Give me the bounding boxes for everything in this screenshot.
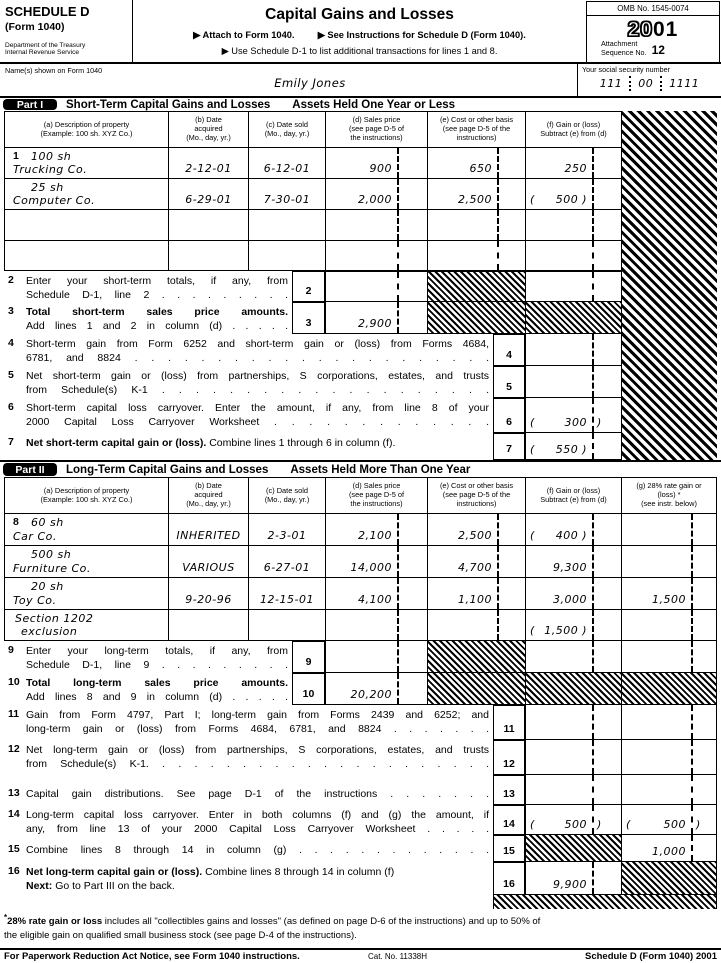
line-4 bbox=[0, 334, 721, 366]
description-cell[interactable] bbox=[4, 241, 168, 271]
cost-basis-cell[interactable]: 2,500 bbox=[427, 179, 525, 210]
gain-loss-cell[interactable] bbox=[525, 210, 621, 241]
sales-price-cell[interactable]: 2,100 bbox=[325, 514, 427, 546]
line-number: 5 bbox=[8, 369, 14, 381]
table-row bbox=[0, 210, 721, 241]
col-d-header: (d) Sales price (see page D-5 of the instructions) bbox=[325, 477, 427, 514]
line-14-box: 14 bbox=[493, 805, 525, 835]
line-10-amount-d[interactable]: 20,200 bbox=[325, 673, 427, 705]
line-number: 7 bbox=[8, 436, 14, 448]
sales-price-cell[interactable]: 2,000 bbox=[325, 179, 427, 210]
line-number: 14 bbox=[8, 808, 20, 820]
line-number: 15 bbox=[8, 843, 20, 855]
line-number: 10 bbox=[8, 676, 20, 688]
attach-note: ▶ Attach to Form 1040. bbox=[193, 30, 295, 40]
line-9-box: 9 bbox=[292, 641, 325, 673]
line-15-amount-g[interactable]: 1,000 bbox=[621, 835, 717, 862]
gain-loss-cell[interactable]: 9,300 bbox=[525, 546, 621, 578]
form-title-block bbox=[132, 0, 586, 63]
line-14-text: Long-term capital loss carryover. Enter in both columns (f) and (g) the amount, if any, from line 13 of your 2000 Capital Loss Carryover Worksheet . . . . . bbox=[26, 809, 489, 836]
service-label: Internal Revenue Service bbox=[5, 49, 80, 56]
line-number: 1 bbox=[13, 150, 19, 162]
date-acquired-cell[interactable]: INHERITED bbox=[168, 514, 248, 546]
line-4-amount-f[interactable] bbox=[525, 334, 621, 366]
line-16-text: Net long-term capital gain or (loss). Combine lines 8 through 14 in column (f) Next: Go to Part III on the back. bbox=[26, 866, 395, 893]
line-number: 8 bbox=[13, 516, 19, 528]
line-5 bbox=[0, 366, 721, 398]
rate-gain-cell[interactable]: 1,500 bbox=[621, 578, 717, 610]
line-9-amount-d[interactable] bbox=[325, 641, 427, 673]
line-13-box: 13 bbox=[493, 775, 525, 805]
shaded-cell bbox=[427, 302, 525, 334]
line-13-amount-f[interactable] bbox=[525, 775, 621, 805]
line-2-amount-f[interactable] bbox=[525, 271, 621, 302]
cost-basis-cell[interactable]: 4,700 bbox=[427, 546, 525, 578]
rate-gain-cell[interactable] bbox=[621, 610, 717, 641]
line-12-amount-g[interactable] bbox=[621, 740, 717, 775]
attachment-label: Attachment bbox=[601, 39, 638, 48]
date-acquired-cell[interactable] bbox=[168, 610, 248, 641]
line-10 bbox=[0, 673, 721, 705]
cost-basis-cell[interactable] bbox=[427, 241, 525, 271]
shaded-cell bbox=[621, 673, 717, 705]
ssn-label: Your social security number bbox=[582, 65, 671, 74]
date-acquired-cell[interactable]: 9-20-96 bbox=[168, 578, 248, 610]
line-4-box: 4 bbox=[493, 334, 525, 366]
table-row bbox=[0, 546, 721, 578]
line-12-text: Net long-term gain or (loss) from partnerships, S corporations, estates, and trusts from Schedule(s) K-1. . . . . . . . . . . . . . . . . . . . . . bbox=[26, 744, 489, 771]
part2-heading: Long-Term Capital Gains and Losses Assets Held More Than One Year bbox=[66, 464, 471, 476]
line-11-box: 11 bbox=[493, 705, 525, 740]
col-d-header: (d) Sales price (see page D-5 of the instructions) bbox=[325, 111, 427, 148]
table-row bbox=[0, 179, 721, 210]
line-7 bbox=[0, 433, 721, 460]
line-4-text: Short-term gain from Form 6252 and short-term gain or (loss) from Forms 4684, 6781, and 8824 . . . . . . . . . . . . . . . . . . . . . . bbox=[26, 338, 489, 365]
rate-gain-cell[interactable] bbox=[621, 514, 717, 546]
line-10-text: Total long-term sales price amounts. Add lines 8 and 9 in column (d) . . . . . bbox=[26, 677, 288, 704]
ssn-field-2[interactable]: 00 bbox=[638, 77, 654, 90]
date-sold-cell[interactable]: 7-30-01 bbox=[248, 179, 325, 210]
ssn-field-3[interactable]: 1111 bbox=[669, 77, 700, 90]
shaded-cell bbox=[427, 641, 525, 673]
line-13-text: Capital gain distributions. See page D-1 of the instructions . . . . . . . bbox=[26, 788, 489, 800]
line-12 bbox=[0, 740, 721, 775]
shaded-cell bbox=[525, 835, 621, 862]
line-6-text: Short-term capital loss carryover. Enter the amount, if any, from line 8 of your 2000 Capital Loss Carryover Worksheet . . . . . . . . . . . . . bbox=[26, 402, 489, 429]
line-11 bbox=[0, 705, 721, 740]
line-3-text: Total short-term sales price amounts. Add lines 1 and 2 in column (d) . . . . . bbox=[26, 306, 288, 333]
description-cell[interactable]: 25 sh Computer Co. bbox=[4, 179, 168, 210]
tax-year: 2001 bbox=[627, 18, 679, 41]
line-14 bbox=[0, 805, 721, 835]
rate-gain-cell[interactable] bbox=[621, 546, 717, 578]
shaded-bottom-bar bbox=[493, 895, 717, 909]
omb-number: OMB No. 1545-0074 bbox=[587, 2, 719, 16]
schedule-label: SCHEDULE D bbox=[5, 4, 90, 19]
footnote bbox=[4, 912, 717, 944]
date-sold-cell[interactable]: 6-27-01 bbox=[248, 546, 325, 578]
gain-loss-cell[interactable]: ( 400 ) bbox=[525, 514, 621, 546]
description-cell[interactable]: 1 100 sh Trucking Co. bbox=[4, 148, 168, 179]
line-6 bbox=[0, 398, 721, 433]
description-cell[interactable]: 20 sh Toy Co. bbox=[4, 578, 168, 610]
line-16-box: 16 bbox=[493, 862, 525, 895]
sequence-label: Sequence No. bbox=[601, 48, 647, 57]
line-7-box: 7 bbox=[493, 433, 525, 460]
col-c-header: (c) Date sold (Mo., day, yr.) bbox=[248, 477, 325, 514]
date-sold-cell[interactable] bbox=[248, 241, 325, 271]
page-title: Capital Gains and Losses bbox=[265, 6, 454, 23]
col-e-header: (e) Cost or other basis (see page D-5 of the instructions) bbox=[427, 477, 525, 514]
name-row bbox=[0, 63, 721, 96]
ssn-box bbox=[577, 63, 721, 96]
col-f-header: (f) Gain or (loss) Subtract (e) from (d) bbox=[525, 477, 621, 514]
line-11-amount-f[interactable] bbox=[525, 705, 621, 740]
line-number: 3 bbox=[8, 305, 14, 317]
line-15-box: 15 bbox=[493, 835, 525, 862]
part1-table-header bbox=[0, 111, 721, 148]
line-15 bbox=[0, 835, 721, 862]
date-sold-cell[interactable] bbox=[248, 210, 325, 241]
col-b-header: (b) Date acquired (Mo., day, yr.) bbox=[168, 477, 248, 514]
name-label: Name(s) shown on Form 1040 bbox=[5, 66, 103, 75]
cost-basis-cell[interactable]: 650 bbox=[427, 148, 525, 179]
col-e-header: (e) Cost or other basis (see page D-5 of the instructions) bbox=[427, 111, 525, 148]
line-number: 12 bbox=[8, 743, 20, 755]
shaded-cell bbox=[525, 302, 621, 334]
description-cell[interactable]: 500 sh Furniture Co. bbox=[4, 546, 168, 578]
line-9-amount-f[interactable] bbox=[525, 641, 621, 673]
line-3-box: 3 bbox=[292, 302, 325, 334]
date-acquired-cell[interactable] bbox=[168, 241, 248, 271]
line-2-amount-d[interactable] bbox=[325, 271, 427, 302]
date-sold-cell[interactable]: 2-3-01 bbox=[248, 514, 325, 546]
col-g-header: (g) 28% rate gain or (loss) * (see instr. below) bbox=[621, 477, 717, 514]
footnote-star: * bbox=[4, 913, 8, 922]
date-acquired-cell[interactable]: VARIOUS bbox=[168, 546, 248, 578]
line-number: 2 bbox=[8, 274, 14, 286]
shaded-cell bbox=[525, 673, 621, 705]
table-row bbox=[0, 610, 721, 641]
sales-price-cell[interactable]: 14,000 bbox=[325, 546, 427, 578]
line-number: 13 bbox=[8, 787, 20, 799]
ssn-separator bbox=[660, 76, 662, 91]
line-14-amount-f[interactable]: ( 500 ) bbox=[525, 805, 621, 835]
line-9-amount-g[interactable] bbox=[621, 641, 717, 673]
gain-loss-cell[interactable]: ( 500 ) bbox=[525, 179, 621, 210]
shaded-cell bbox=[621, 862, 717, 895]
shaded-cell bbox=[427, 271, 525, 302]
form-id-block bbox=[5, 4, 131, 56]
line-15-text: Combine lines 8 through 14 in column (g) . . . . . . . . . . . . . bbox=[26, 844, 489, 856]
line-2-text: Enter your short-term totals, if any, from Schedule D-1, line 2 . . . . . . . . . bbox=[26, 275, 288, 302]
description-cell[interactable]: 8 60 sh Car Co. bbox=[4, 514, 168, 546]
line-16 bbox=[0, 862, 721, 895]
line-13 bbox=[0, 775, 721, 805]
sequence-number: 12 bbox=[651, 43, 665, 57]
description-cell[interactable] bbox=[4, 210, 168, 241]
line-6-box: 6 bbox=[493, 398, 525, 433]
table-row bbox=[0, 514, 721, 546]
line-11-text: Gain from Form 4797, Part I; long-term gain from Forms 2439 and 6252; and long-term gain or (loss) from Forms 4684, 6781, and 8824 . . . . . . . bbox=[26, 709, 489, 736]
gain-loss-cell[interactable]: 3,000 bbox=[525, 578, 621, 610]
date-acquired-cell[interactable]: 2-12-01 bbox=[168, 148, 248, 179]
part2-table-header bbox=[0, 477, 721, 514]
line-11-amount-g[interactable] bbox=[621, 705, 717, 740]
cost-basis-cell[interactable] bbox=[427, 610, 525, 641]
part1-label: Part I bbox=[3, 99, 57, 110]
footnote-text: includes all "collectibles gains and losses" (as defined on page D-6 of the instructions) and up to 50% of bbox=[104, 916, 541, 928]
description-cell[interactable]: Section 1202 exclusion bbox=[4, 610, 168, 641]
table-row bbox=[0, 578, 721, 610]
col-a-header: (a) Description of property (Example: 100 sh. XYZ Co.) bbox=[4, 477, 168, 514]
line-13-amount-g[interactable] bbox=[621, 775, 717, 805]
col-c-header: (c) Date sold (Mo., day, yr.) bbox=[248, 111, 325, 148]
name-field[interactable]: Emily Jones bbox=[274, 76, 346, 90]
see-instructions-note: ▶ See Instructions for Schedule D (Form 1040). bbox=[317, 30, 526, 40]
sales-price-cell[interactable] bbox=[325, 241, 427, 271]
gain-loss-cell[interactable]: 250 bbox=[525, 148, 621, 179]
col-b-header: (b) Date acquired (Mo., day, yr.) bbox=[168, 111, 248, 148]
date-sold-cell[interactable]: 6-12-01 bbox=[248, 148, 325, 179]
gain-loss-cell[interactable]: ( 1,500 ) bbox=[525, 610, 621, 641]
col-a-header: (a) Description of property (Example: 100 sh. XYZ Co.) bbox=[4, 111, 168, 148]
shaded-cell bbox=[427, 673, 525, 705]
line-16-amount-f[interactable]: 9,900 bbox=[525, 862, 621, 895]
line-7-amount-f[interactable]: ( 550 ) bbox=[525, 433, 621, 460]
line-number: 6 bbox=[8, 401, 14, 413]
ssn-separator bbox=[629, 76, 631, 91]
line-number: 11 bbox=[8, 708, 20, 720]
date-sold-cell[interactable] bbox=[248, 610, 325, 641]
sales-price-cell[interactable]: 4,100 bbox=[325, 578, 427, 610]
part2-bar bbox=[0, 460, 721, 477]
col-f-header: (f) Gain or (loss) Subtract (e) from (d) bbox=[525, 111, 621, 148]
omb-block bbox=[586, 1, 720, 63]
cost-basis-cell[interactable] bbox=[427, 210, 525, 241]
line-14-amount-g[interactable]: ( 500 ) bbox=[621, 805, 717, 835]
footer bbox=[0, 951, 721, 963]
line-number: 4 bbox=[8, 337, 14, 349]
line-2 bbox=[0, 271, 721, 302]
date-sold-cell[interactable]: 12-15-01 bbox=[248, 578, 325, 610]
cost-basis-cell[interactable]: 1,100 bbox=[427, 578, 525, 610]
line-3-amount-d[interactable]: 2,900 bbox=[325, 302, 427, 334]
table-row bbox=[0, 241, 721, 271]
department-label: Department of the Treasury bbox=[5, 42, 86, 49]
footnote-text-line2: the eligible gain on qualified small business stock (see page D-4 of the instructions). bbox=[4, 930, 357, 942]
form-header bbox=[0, 0, 721, 63]
part2-label: Part II bbox=[3, 463, 57, 476]
part1-bar bbox=[0, 96, 721, 111]
line-5-amount-f[interactable] bbox=[525, 366, 621, 398]
form-number-label: (Form 1040) bbox=[5, 21, 65, 33]
line-9 bbox=[0, 641, 721, 673]
gain-loss-cell[interactable] bbox=[525, 241, 621, 271]
catalog-number: Cat. No. 11338H bbox=[368, 952, 427, 961]
sales-price-cell[interactable] bbox=[325, 610, 427, 641]
ssn-field-1[interactable]: 111 bbox=[599, 77, 623, 90]
line-5-box: 5 bbox=[493, 366, 525, 398]
use-schedule-d1-note: ▶ Use Schedule D-1 to list additional transactions for lines 1 and 8. bbox=[221, 46, 498, 56]
form-footer-id: Schedule D (Form 1040) 2001 bbox=[585, 951, 717, 962]
sales-price-cell[interactable] bbox=[325, 210, 427, 241]
date-acquired-cell[interactable]: 6-29-01 bbox=[168, 179, 248, 210]
line-12-box: 12 bbox=[493, 740, 525, 775]
line-number: 16 bbox=[8, 865, 20, 877]
part1-heading: Short-Term Capital Gains and Losses Assets Held One Year or Less bbox=[66, 99, 456, 111]
line-3 bbox=[0, 302, 721, 334]
sales-price-cell[interactable]: 900 bbox=[325, 148, 427, 179]
date-acquired-cell[interactable] bbox=[168, 210, 248, 241]
table-row bbox=[0, 148, 721, 179]
cost-basis-cell[interactable]: 2,500 bbox=[427, 514, 525, 546]
line-number: 9 bbox=[8, 644, 14, 656]
line-12-amount-f[interactable] bbox=[525, 740, 621, 775]
line-7-text: Net short-term capital gain or (loss). Combine lines 1 through 6 in column (f). bbox=[26, 437, 396, 449]
line-5-text: Net short-term gain or (loss) from partnerships, S corporations, estates, and trusts from Schedule(s) K-1 . . . . . . . . . . . . . . . . . . . . bbox=[26, 370, 489, 397]
line-9-text: Enter your long-term totals, if any, from Schedule D-1, line 9 . . . . . . . . . bbox=[26, 645, 288, 672]
line-2-box: 2 bbox=[292, 271, 325, 302]
footer-rule bbox=[0, 948, 721, 950]
line-6-amount-f[interactable]: ( 300 ) bbox=[525, 398, 621, 433]
paperwork-notice: For Paperwork Reduction Act Notice, see Form 1040 instructions. bbox=[4, 951, 300, 962]
line-10-box: 10 bbox=[292, 673, 325, 705]
footnote-bold: 28% rate gain or loss bbox=[7, 916, 103, 928]
